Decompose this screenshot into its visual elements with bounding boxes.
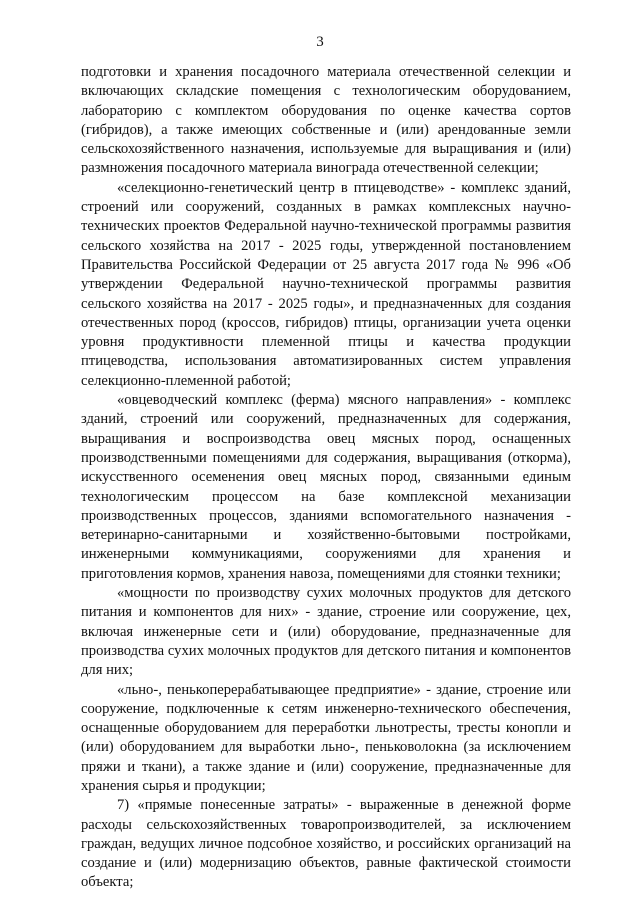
- document-body: [81, 63, 571, 893]
- paragraph-selection-genetic-center: «селекционно-генетический центр в птицеводстве» - комплекс зданий, строений или сооружений, созданных в рамках комплексных научно-технических проектов Федеральной научно-технической программы развития сельского хозяйства на 2017 - 2025 годы, утвержденной постановлением Правительства Российской Федерации от 25 августа 2017 года № 996 «Об утверждении Федеральной научно-технической программы развития сельского хозяйства на 2017 - 2025 годы», и предназначенных для создания отечественных пород (кроссов, гибридов) птицы, организации учета оценки уровня продуктивности племенной птицы и качества продукции птицеводства, использования автоматизированных систем управления селекционно-племенной работой;: [81, 179, 571, 389]
- paragraph-dry-milk-capacity: «мощности по производству сухих молочных продуктов для детского питания и компонентов для них» - здание, строение или сооружение, цех, включая инженерные сети и (или) оборудование, предназначенные для производства сухих молочных продуктов для детского питания и компонентов для них;: [81, 585, 571, 679]
- paragraph-direct-costs: 7) «прямые понесенные затраты» - выраженные в денежной форме расходы сельскохозяйственных товаропроизводителей, за исключением граждан, ведущих личное подсобное хозяйство, и российских организаций на создание и (или) модернизацию объектов, равные фактической стоимости объекта;: [81, 797, 571, 891]
- paragraph-sheep-complex: «овцеводческий комплекс (ферма) мясного направления» - комплекс зданий, строений или сооружений, предназначенных для содержания, выращивания и воспроизводства овец мясных пород, оснащенных производственными помещениями для содержания, выращивания (откорма), искусственного осеменения овец мясных пород, связанными единым технологическим процессом на базе комплексной механизации производственных процессов, зданиями вспомогательного назначения - ветеринарно-санитарными и хозяйственно-бытовыми постройками, инженерными коммуникациями, сооружениями для хранения и приготовления кормов, хранения навоза, помещениями для стоянки техники;: [81, 392, 571, 582]
- page-number: 3: [316, 34, 324, 50]
- paragraph-flax-hemp-enterprise: «льно-, пенькоперерабатывающее предприятие» - здание, строение или сооружение, подключенные к сетям инженерно-технического обеспечения, оснащенные оборудованием для переработки льнотресты, тресты конопли и (или) оборудованием для выработки льно-, пеньковолокна (за исключением пряжи и ткани), а также здание и (или) сооружение, предназначенные для хранения сырья и продукции;: [81, 681, 571, 794]
- paragraph-continuation: подготовки и хранения посадочного материала отечественной селекции и включающих складские помещения с технологическим оборудованием, лабораторию с комплектом оборудования по оценке качества сортов (гибридов), а также имеющих собственные и (или) арендованные земли сельскохозяйственного назначения, используемые для выращивания и (или) размножения посадочного материала винограда отечественной селекции;: [81, 64, 571, 177]
